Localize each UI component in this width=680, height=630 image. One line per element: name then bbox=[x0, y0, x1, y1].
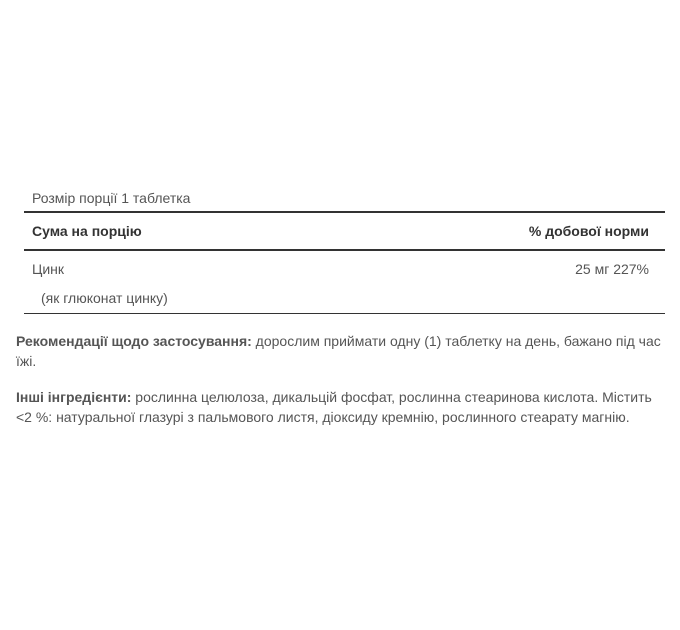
nutrient-amount: 25 мг 227% bbox=[575, 261, 649, 277]
ingredients-paragraph bbox=[16, 387, 666, 427]
facts-header bbox=[24, 213, 665, 251]
nutrient-name: Цинк bbox=[32, 261, 65, 277]
ingredients-label: Інші інгредієнти: bbox=[16, 389, 132, 405]
daily-value-heading: % добової норми bbox=[528, 223, 649, 239]
usage-paragraph bbox=[16, 331, 666, 371]
serving-size: Розмір порції 1 таблетка bbox=[24, 186, 665, 213]
supplement-facts-table bbox=[24, 186, 665, 314]
ingredients-text: рослинна целюлоза, дикальцій фосфат, рослинна стеаринова кислота. Містить <2 %: натуральної глазурі з пальмового листя, діоксиду кремнію, рослинного стеарату магнію. bbox=[16, 389, 652, 425]
nutrient-source: (як глюконат цинку) bbox=[24, 287, 665, 314]
usage-label: Рекомендації щодо застосування: bbox=[16, 333, 252, 349]
usage-text: дорослим приймати одну (1) таблетку на день, бажано під час їжі. bbox=[16, 333, 661, 369]
amount-per-serving-heading: Сума на порцію bbox=[32, 223, 142, 239]
nutrient-row bbox=[24, 251, 665, 287]
